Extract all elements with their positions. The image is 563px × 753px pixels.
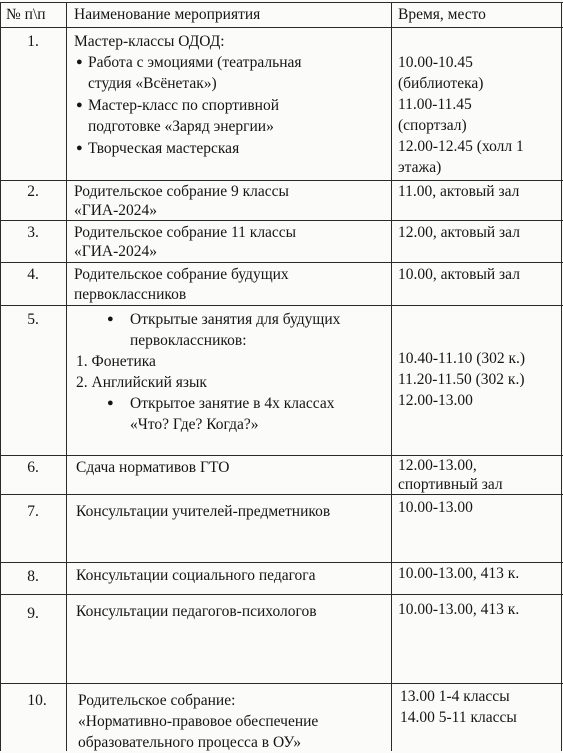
time-line: 10.00, актовый зал <box>398 266 520 283</box>
header-number: № п\п <box>6 6 46 23</box>
list-item-line: 1. Фонетика <box>76 353 156 370</box>
rule <box>0 2 563 3</box>
row-name-line: Родительское собрание: <box>78 692 236 709</box>
list-item-line: Работа с эмоциями (театральная <box>88 54 302 71</box>
row-number: 5. <box>27 311 39 328</box>
rule <box>0 455 563 456</box>
rule <box>0 683 563 684</box>
row-number: 10. <box>27 692 47 709</box>
row-name-line: Родительское собрание будущих <box>74 266 289 283</box>
list-item-line: Творческая мастерская <box>88 140 240 157</box>
time-line: 11.20-11.50 (302 к.) <box>398 371 525 388</box>
bullet-icon: ● <box>76 99 83 111</box>
row-name-line: «ГИА-2024» <box>74 202 158 219</box>
row-name-line: Сдача нормативов ГТО <box>76 459 230 476</box>
time-line: 14.00 5-11 классы <box>400 709 517 726</box>
time-line: (спортзал) <box>398 117 467 134</box>
time-line: 10.00-13.00 <box>398 499 473 516</box>
row-number: 9. <box>27 605 39 622</box>
row-name-line: образовательного процесса в ОУ» <box>78 734 302 751</box>
row-number: 3. <box>27 224 39 241</box>
time-line: 10.00-10.45 <box>398 54 473 71</box>
list-item-line: Мастер-класс по спортивной <box>88 97 280 114</box>
time-line: 10.40-11.10 (302 к.) <box>398 350 526 367</box>
time-line: 12.00-13.00 <box>398 392 473 409</box>
rule <box>391 2 392 751</box>
row-number: 1. <box>27 33 39 50</box>
row-number: 7. <box>27 503 39 520</box>
rule <box>561 2 562 751</box>
row-name-line: Родительское собрание 11 классы <box>74 224 297 241</box>
time-line: этажа) <box>398 159 442 176</box>
list-item-line: подготовке «Заряд энергии» <box>88 118 274 135</box>
time-line: 12.00-12.45 (холл 1 <box>398 138 524 155</box>
header-time: Время, место <box>398 6 486 23</box>
list-item-line: первоклассников: <box>130 332 247 349</box>
list-item-line: 2. Английский язык <box>76 374 207 391</box>
list-item-line: Открытое занятие в 4х классах <box>130 395 335 412</box>
bullet-icon: ● <box>107 313 114 325</box>
list-item-line: студия «Всёнетак») <box>88 75 217 92</box>
rule <box>0 262 563 263</box>
rule <box>0 27 563 28</box>
rule <box>0 305 563 306</box>
time-line: (библиотека) <box>398 75 484 92</box>
bullet-icon: ● <box>76 56 83 68</box>
row-name-line: «ГИА-2024» <box>74 243 158 260</box>
header-name: Наименование мероприятия <box>74 6 261 23</box>
rule <box>66 2 67 751</box>
bullet-icon: ● <box>107 397 114 409</box>
row-name-line: первоклассников <box>74 286 187 303</box>
list-item-line: «Что? Где? Когда?» <box>130 416 259 433</box>
time-line: 11.00, актовый зал <box>398 183 520 200</box>
bullet-icon: ● <box>76 142 83 154</box>
rule <box>0 2 1 751</box>
time-line: 10.00-13.00, 413 к. <box>398 565 520 582</box>
row-number: 2. <box>27 183 39 200</box>
time-line: спортивный зал <box>398 476 503 493</box>
row-name-line: Консультации учителей-предметников <box>76 503 331 520</box>
time-line: 12.00-13.00, <box>398 457 477 474</box>
time-line: 10.00-13.00, 413 к. <box>398 601 520 618</box>
row-name-line: Консультации педагогов-психологов <box>76 603 317 620</box>
row-name-line: Родительское собрание 9 классы <box>74 183 289 200</box>
time-line: 13.00 1-4 классы <box>400 688 510 705</box>
row-number: 8. <box>27 568 39 585</box>
rule <box>0 594 563 595</box>
row-name-line: «Нормативно-правовое обеспечение <box>78 713 319 730</box>
row-number: 6. <box>27 459 39 476</box>
row-name-line: Консультации социального педагога <box>76 567 316 584</box>
time-line: 12.00, актовый зал <box>398 224 520 241</box>
row-number: 4. <box>27 266 39 283</box>
time-line: 11.00-11.45 <box>398 96 472 113</box>
row-title: Мастер-классы ОДОД: <box>74 33 225 50</box>
list-item-line: Открытые занятия для будущих <box>130 311 341 328</box>
